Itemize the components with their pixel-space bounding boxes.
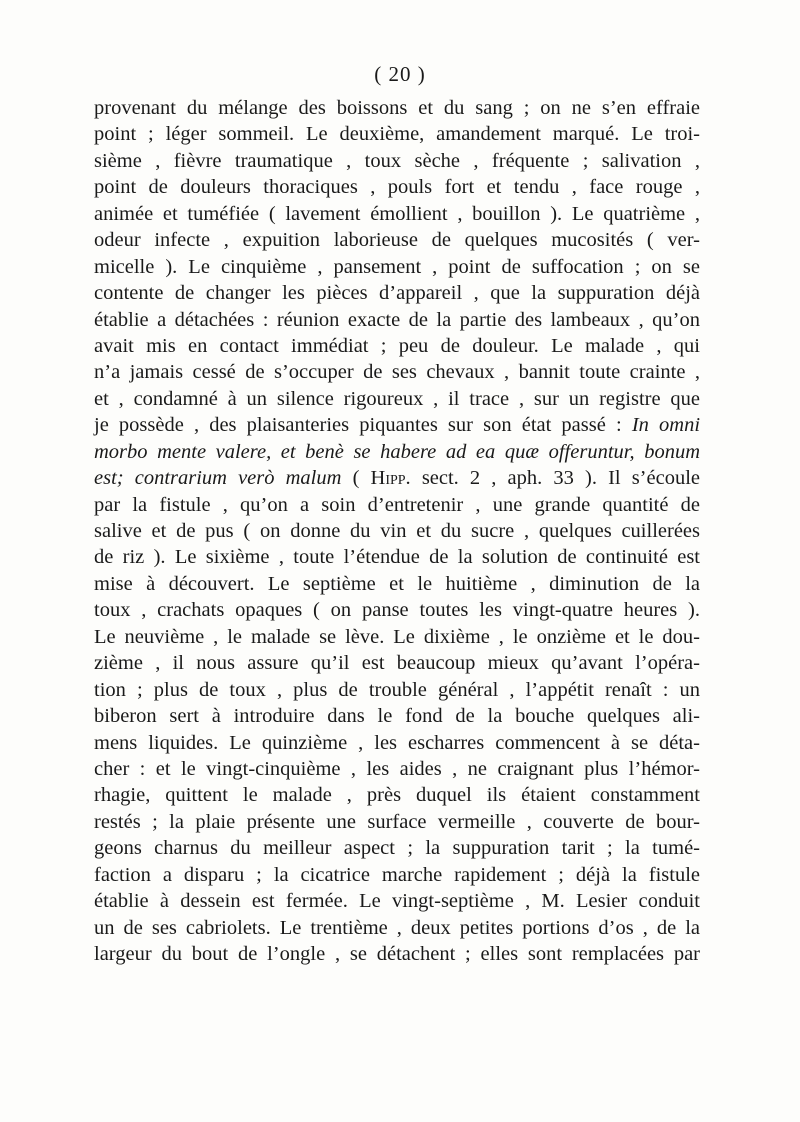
text-line: biberon sert à introduire dans le fond de la bouche quelques ali-	[94, 705, 700, 728]
citation-rest: sect. 2 , aph. 33 ). Il s’écoule	[421, 467, 701, 490]
text-segment: je possède , des plaisanteries piquantes sur son état passé :	[94, 414, 622, 437]
text-line: par la fistule , qu’on a soin d’entretenir , une grande quantité de	[94, 493, 700, 516]
text-line: restés ; la plaie présente une surface vermeille , couverte de bour-	[94, 810, 700, 833]
latin-quote: morbo mente valere, et benè se habere ad ea quæ offeruntur, bonum	[94, 440, 700, 463]
text-line: contente de changer les pièces d’appareil , que la suppuration déjà	[94, 282, 700, 305]
text-line: établie à dessein est fermée. Le vingt-septième , M. Lesier conduit	[94, 890, 700, 913]
citation-author: Hipp.	[370, 467, 411, 490]
citation-open: (	[352, 467, 360, 490]
latin-quote-start: In omni	[631, 414, 701, 437]
text-line: établie a détachées : réunion exacte de la partie des lambeaux , qu’on	[94, 308, 700, 331]
text-line: de riz ). Le sixième , toute l’étendue de la solution de continuité est	[94, 546, 700, 569]
page-number: ( 20 )	[374, 62, 426, 86]
body-text	[94, 95, 700, 967]
text-line: cher : et le vingt-cinquième , les aides , ne craignant plus l’hémor-	[94, 757, 700, 780]
text-line: salive et de pus ( on donne du vin et du sucre , quelques cuillerées	[94, 520, 700, 542]
text-line: point ; léger sommeil. Le deuxième, amandement marqué. Le troi-	[94, 123, 700, 146]
text-line: largeur du bout de l’ongle , se détachent ; elles sont remplacées par	[94, 943, 700, 965]
text-line: mise à découvert. Le septième et le huitième , diminution de la	[94, 572, 700, 595]
text-line: sième , fièvre traumatique , toux sèche , fréquente ; salivation ,	[94, 149, 700, 172]
text-line: n’a jamais cessé de s’occuper de ses chevaux , bannit toute crainte ,	[94, 361, 700, 384]
text-line-with-citation	[94, 465, 700, 491]
text-line: toux , crachats opaques ( on panse toutes les vingt-quatre heures ).	[94, 599, 700, 622]
text-line: odeur infecte , expuition laborieuse de quelques mucosités ( ver-	[94, 229, 700, 252]
latin-quote-end: est; contrarium verò malum	[94, 467, 342, 490]
text-line: et , condamné à un silence rigoureux , il trace , sur un registre que	[94, 387, 700, 410]
text-line: faction a disparu ; la cicatrice marche rapidement ; déjà la fistule	[94, 863, 700, 886]
text-line: point de douleurs thoraciques , pouls fort et tendu , face rouge ,	[94, 176, 700, 199]
text-line: rhagie, quittent le malade , près duquel ils étaient constamment	[94, 784, 700, 807]
text-line: un de ses cabriolets. Le trentième , deux petites portions d’os , de la	[94, 916, 700, 939]
text-line-with-latin-start	[94, 412, 700, 438]
text-line: avait mis en contact immédiat ; peu de douleur. Le malade , qui	[94, 334, 700, 357]
text-line: provenant du mélange des boissons et du sang ; on ne s’en effraie	[94, 97, 700, 119]
text-line: zième , il nous assure qu’il est beaucoup mieux qu’avant l’opéra-	[94, 652, 700, 675]
text-line: animée et tuméfiée ( lavement émollient , bouillon ). Le quatrième ,	[94, 202, 700, 225]
text-line: mens liquides. Le quinzième , les escharres commencent à se déta-	[94, 731, 700, 754]
text-line: tion ; plus de toux , plus de trouble général , l’appétit renaît : un	[94, 678, 700, 701]
text-line: micelle ). Le cinquième , pansement , point de suffocation ; on se	[94, 255, 700, 278]
text-line: Le neuvième , le malade se lève. Le dixième , le onzième et le dou-	[94, 625, 700, 648]
text-line: geons charnus du meilleur aspect ; la suppuration tarit ; la tumé-	[94, 837, 700, 860]
